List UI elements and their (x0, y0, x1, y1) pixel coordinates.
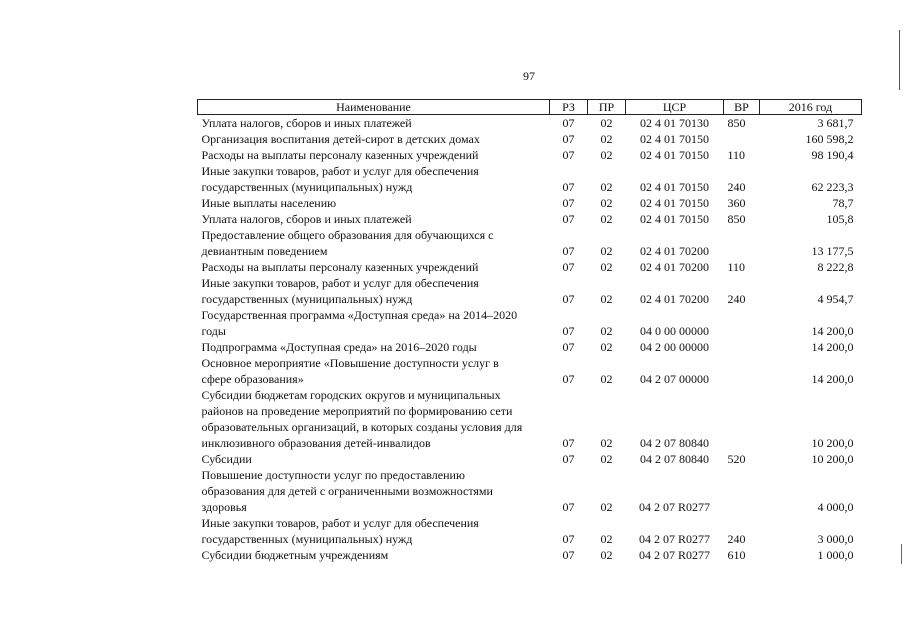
row-sum: 3 000,0 (817, 532, 854, 546)
row-rz: 07 (562, 548, 575, 562)
table-row (198, 387, 862, 451)
row-name (198, 147, 550, 163)
row-name-line: Повышение доступности услуг по предоставлению (201, 468, 465, 482)
row-vr (724, 131, 760, 147)
row-sum: 14 200,0 (811, 372, 854, 386)
table-row (198, 547, 862, 563)
row-sum: 14 200,0 (811, 324, 854, 338)
scan-edge-mark (901, 544, 902, 564)
table-row (198, 275, 862, 307)
row-name (198, 275, 550, 307)
row-sum: 3 681,7 (817, 116, 854, 130)
header-pr: ПР (588, 100, 626, 115)
row-sum: 8 222,8 (817, 260, 854, 274)
table-row (198, 211, 862, 227)
table-row (198, 339, 862, 355)
table-row (198, 195, 862, 211)
row-pr: 02 (600, 452, 613, 466)
row-rz: 07 (562, 212, 575, 226)
row-name-line: годы (201, 324, 226, 338)
row-name-line: Расходы на выплаты персоналу казенных учреждений (201, 260, 479, 274)
row-rz: 07 (562, 260, 575, 274)
row-name-line: Основное мероприятие «Повышение доступности услуг в (201, 356, 499, 370)
row-name (198, 115, 550, 132)
table-row (198, 451, 862, 467)
row-csr: 04 2 07 R0277 (638, 548, 710, 562)
row-name (198, 387, 550, 451)
row-name-line: Подпрограмма «Доступная среда» на 2016–2020 годы (201, 340, 477, 354)
row-sum: 4 954,7 (817, 292, 854, 306)
row-vr (724, 355, 760, 387)
row-rz: 07 (562, 532, 575, 546)
row-sum: 105,8 (826, 212, 854, 226)
row-vr (724, 307, 760, 339)
row-vr: 240 (727, 180, 746, 194)
row-vr: 850 (727, 116, 746, 130)
row-name (198, 355, 550, 387)
row-name-line: Иные закупки товаров, работ и услуг для обеспечения (201, 164, 479, 178)
row-name-line: Иные закупки товаров, работ и услуг для обеспечения (201, 516, 479, 530)
row-vr: 240 (727, 532, 746, 546)
row-rz: 07 (562, 324, 575, 338)
row-sum: 160 598,2 (805, 132, 854, 146)
row-name-line: государственных (муниципальных) нужд (201, 532, 413, 546)
row-csr: 02 4 01 70200 (640, 292, 709, 306)
header-rz: РЗ (550, 100, 588, 115)
row-name-line: государственных (муниципальных) нужд (201, 180, 413, 194)
row-name-line: Расходы на выплаты персоналу казенных учреждений (201, 148, 479, 162)
row-vr (724, 339, 760, 355)
row-vr: 610 (727, 548, 746, 562)
row-name-line: Иные выплаты населению (201, 196, 337, 210)
row-pr: 02 (600, 116, 613, 130)
row-pr: 02 (600, 324, 613, 338)
row-name-line: Субсидии бюджетным учреждениям (201, 548, 389, 562)
row-name (198, 195, 550, 211)
header-csr: ЦСР (626, 100, 724, 115)
row-csr: 04 0 00 00000 (640, 324, 709, 338)
row-sum: 10 200,0 (811, 452, 854, 466)
row-sum: 4 000,0 (817, 500, 854, 514)
table-row (198, 115, 862, 132)
row-name-line: сфере образования» (201, 372, 304, 386)
row-name (198, 211, 550, 227)
row-rz: 07 (562, 500, 575, 514)
row-pr: 02 (600, 436, 613, 450)
row-vr: 850 (727, 212, 746, 226)
row-sum: 14 200,0 (811, 340, 854, 354)
row-csr: 04 2 07 80840 (640, 436, 709, 450)
row-csr: 04 2 07 R0277 (638, 500, 710, 514)
row-sum: 98 190,4 (811, 148, 854, 162)
row-vr: 110 (727, 148, 746, 162)
row-name (198, 227, 550, 259)
row-name (198, 163, 550, 195)
row-pr: 02 (600, 196, 613, 210)
row-csr: 02 4 01 70200 (640, 244, 709, 258)
header-name: Наименование (198, 100, 550, 115)
header-year: 2016 год (760, 100, 862, 115)
row-pr: 02 (600, 532, 613, 546)
table-row (198, 131, 862, 147)
row-sum: 1 000,0 (817, 548, 854, 562)
row-rz: 07 (562, 436, 575, 450)
row-rz: 07 (562, 292, 575, 306)
row-csr: 04 2 07 R0277 (638, 532, 710, 546)
row-pr: 02 (600, 212, 613, 226)
row-name-line: Государственная программа «Доступная среда» на 2014–2020 (201, 308, 518, 322)
row-name (198, 547, 550, 563)
scan-edge-line (899, 30, 900, 90)
row-name-line: образовательных организаций, в которых созданы условия для (201, 420, 523, 434)
row-sum: 62 223,3 (811, 180, 854, 194)
row-csr: 04 2 00 00000 (640, 340, 709, 354)
table-row (198, 307, 862, 339)
row-name-line: государственных (муниципальных) нужд (201, 292, 413, 306)
row-name-line: инклюзивного образования детей-инвалидов (201, 436, 431, 450)
row-name-line: районов на проведение мероприятий по формированию сети (201, 404, 513, 418)
row-pr: 02 (600, 372, 613, 386)
row-csr: 04 2 07 80840 (640, 452, 709, 466)
row-name-line: девиантным поведением (201, 244, 328, 258)
row-name-line: Уплата налогов, сборов и иных платежей (201, 116, 412, 130)
row-name-line: здоровья (201, 500, 247, 514)
row-name (198, 131, 550, 147)
table-row (198, 227, 862, 259)
table-row (198, 515, 862, 547)
row-csr: 02 4 01 70150 (640, 196, 709, 210)
row-name-line: Уплата налогов, сборов и иных платежей (201, 212, 412, 226)
row-rz: 07 (562, 340, 575, 354)
row-name (198, 467, 550, 515)
table-row (198, 467, 862, 515)
row-name (198, 451, 550, 467)
row-rz: 07 (562, 116, 575, 130)
row-pr: 02 (600, 500, 613, 514)
row-rz: 07 (562, 148, 575, 162)
row-pr: 02 (600, 180, 613, 194)
row-name-line: Иные закупки товаров, работ и услуг для обеспечения (201, 276, 479, 290)
row-pr: 02 (600, 148, 613, 162)
row-pr: 02 (600, 548, 613, 562)
row-name (198, 259, 550, 275)
row-csr: 04 2 07 00000 (640, 372, 709, 386)
row-vr (724, 387, 760, 451)
row-rz: 07 (562, 132, 575, 146)
row-vr: 360 (727, 196, 746, 210)
row-pr: 02 (600, 244, 613, 258)
row-csr: 02 4 01 70150 (640, 212, 709, 226)
table-row (198, 259, 862, 275)
table-body (198, 115, 862, 564)
row-csr: 02 4 01 70130 (640, 116, 709, 130)
table-row (198, 355, 862, 387)
row-pr: 02 (600, 292, 613, 306)
row-sum: 10 200,0 (811, 436, 854, 450)
row-vr (724, 467, 760, 515)
row-vr: 240 (727, 292, 746, 306)
budget-table-container (197, 99, 861, 563)
row-name (198, 307, 550, 339)
row-name-line: Субсидии (201, 452, 252, 466)
budget-table (197, 99, 862, 563)
row-name (198, 339, 550, 355)
table-header (198, 100, 862, 115)
row-vr: 110 (727, 260, 746, 274)
row-sum: 13 177,5 (811, 244, 854, 258)
page-number: 97 (523, 69, 535, 83)
row-pr: 02 (600, 132, 613, 146)
row-name-line: Предоставление общего образования для обучающихся с (201, 228, 494, 242)
row-sum: 78,7 (832, 196, 854, 210)
row-pr: 02 (600, 340, 613, 354)
row-rz: 07 (562, 452, 575, 466)
table-row (198, 163, 862, 195)
row-csr: 02 4 01 70150 (640, 148, 709, 162)
row-csr: 02 4 01 70200 (640, 260, 709, 274)
row-vr (724, 227, 760, 259)
row-name-line: образования для детей с ограниченными возможностями (201, 484, 493, 498)
row-pr: 02 (600, 260, 613, 274)
row-rz: 07 (562, 244, 575, 258)
row-name-line: Субсидии бюджетам городских округов и муниципальных (201, 388, 501, 402)
header-vr: ВР (724, 100, 760, 115)
row-csr: 02 4 01 70150 (640, 132, 709, 146)
row-csr: 02 4 01 70150 (640, 180, 709, 194)
row-rz: 07 (562, 196, 575, 210)
row-rz: 07 (562, 180, 575, 194)
row-vr: 520 (727, 452, 746, 466)
table-row (198, 147, 862, 163)
row-rz: 07 (562, 372, 575, 386)
row-name-line: Организация воспитания детей-сирот в детских домах (201, 132, 480, 146)
row-name (198, 515, 550, 547)
